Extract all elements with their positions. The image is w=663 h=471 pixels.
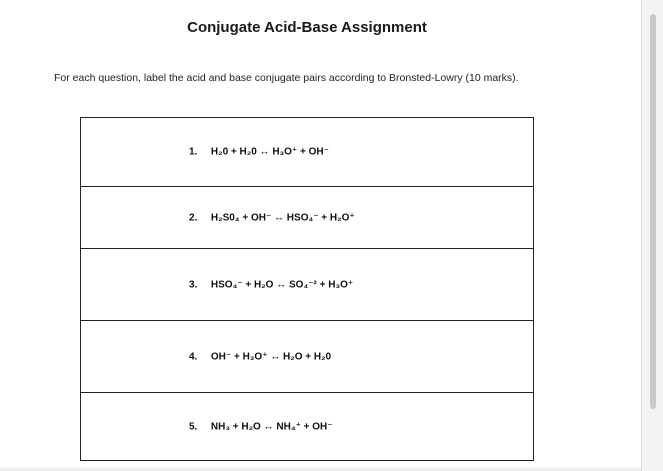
questions-table — [80, 117, 534, 461]
equation-1 — [189, 147, 329, 158]
question-number-1: 1. — [189, 146, 198, 158]
question-number-2: 2. — [189, 212, 198, 223]
vertical-scrollbar[interactable] — [641, 0, 663, 471]
equation-text-5: NH₃ + H₂O ↔ NH₄⁺ + OH⁻ — [210, 421, 333, 432]
question-row-3 — [81, 249, 533, 321]
equation-3 — [189, 279, 353, 290]
page-bottom-edge — [0, 466, 641, 471]
question-number-3: 3. — [189, 279, 198, 290]
question-number-5: 5. — [189, 421, 198, 432]
equation-4 — [189, 351, 331, 362]
scrollbar-thumb[interactable] — [650, 14, 656, 409]
question-row-5 — [81, 393, 533, 460]
page-title: Conjugate Acid-Base Assignment — [187, 19, 427, 36]
question-number-4: 4. — [189, 351, 198, 362]
equation-text-3: HSO₄⁻ + H₂O ↔ SO₄⁻² + H₃O⁺ — [210, 279, 354, 290]
equation-text-1: H₂0 + H₂0 ↔ H₃O⁺ + OH⁻ — [210, 146, 329, 158]
question-row-2 — [81, 187, 533, 249]
equation-2 — [189, 212, 355, 223]
equation-text-4: OH⁻ + H₃O⁺ ↔ H₂O + H₂0 — [210, 351, 332, 362]
question-row-4 — [81, 321, 533, 393]
equation-text-2: H₂S0₄ + OH⁻ ↔ HSO₄⁻ + H₂O⁺ — [210, 212, 355, 223]
question-row-1 — [81, 118, 533, 187]
equation-5 — [189, 421, 333, 432]
instructions-text: For each question, label the acid and base conjugate pairs according to Bronsted-Lowry (10 marks). — [54, 72, 519, 84]
